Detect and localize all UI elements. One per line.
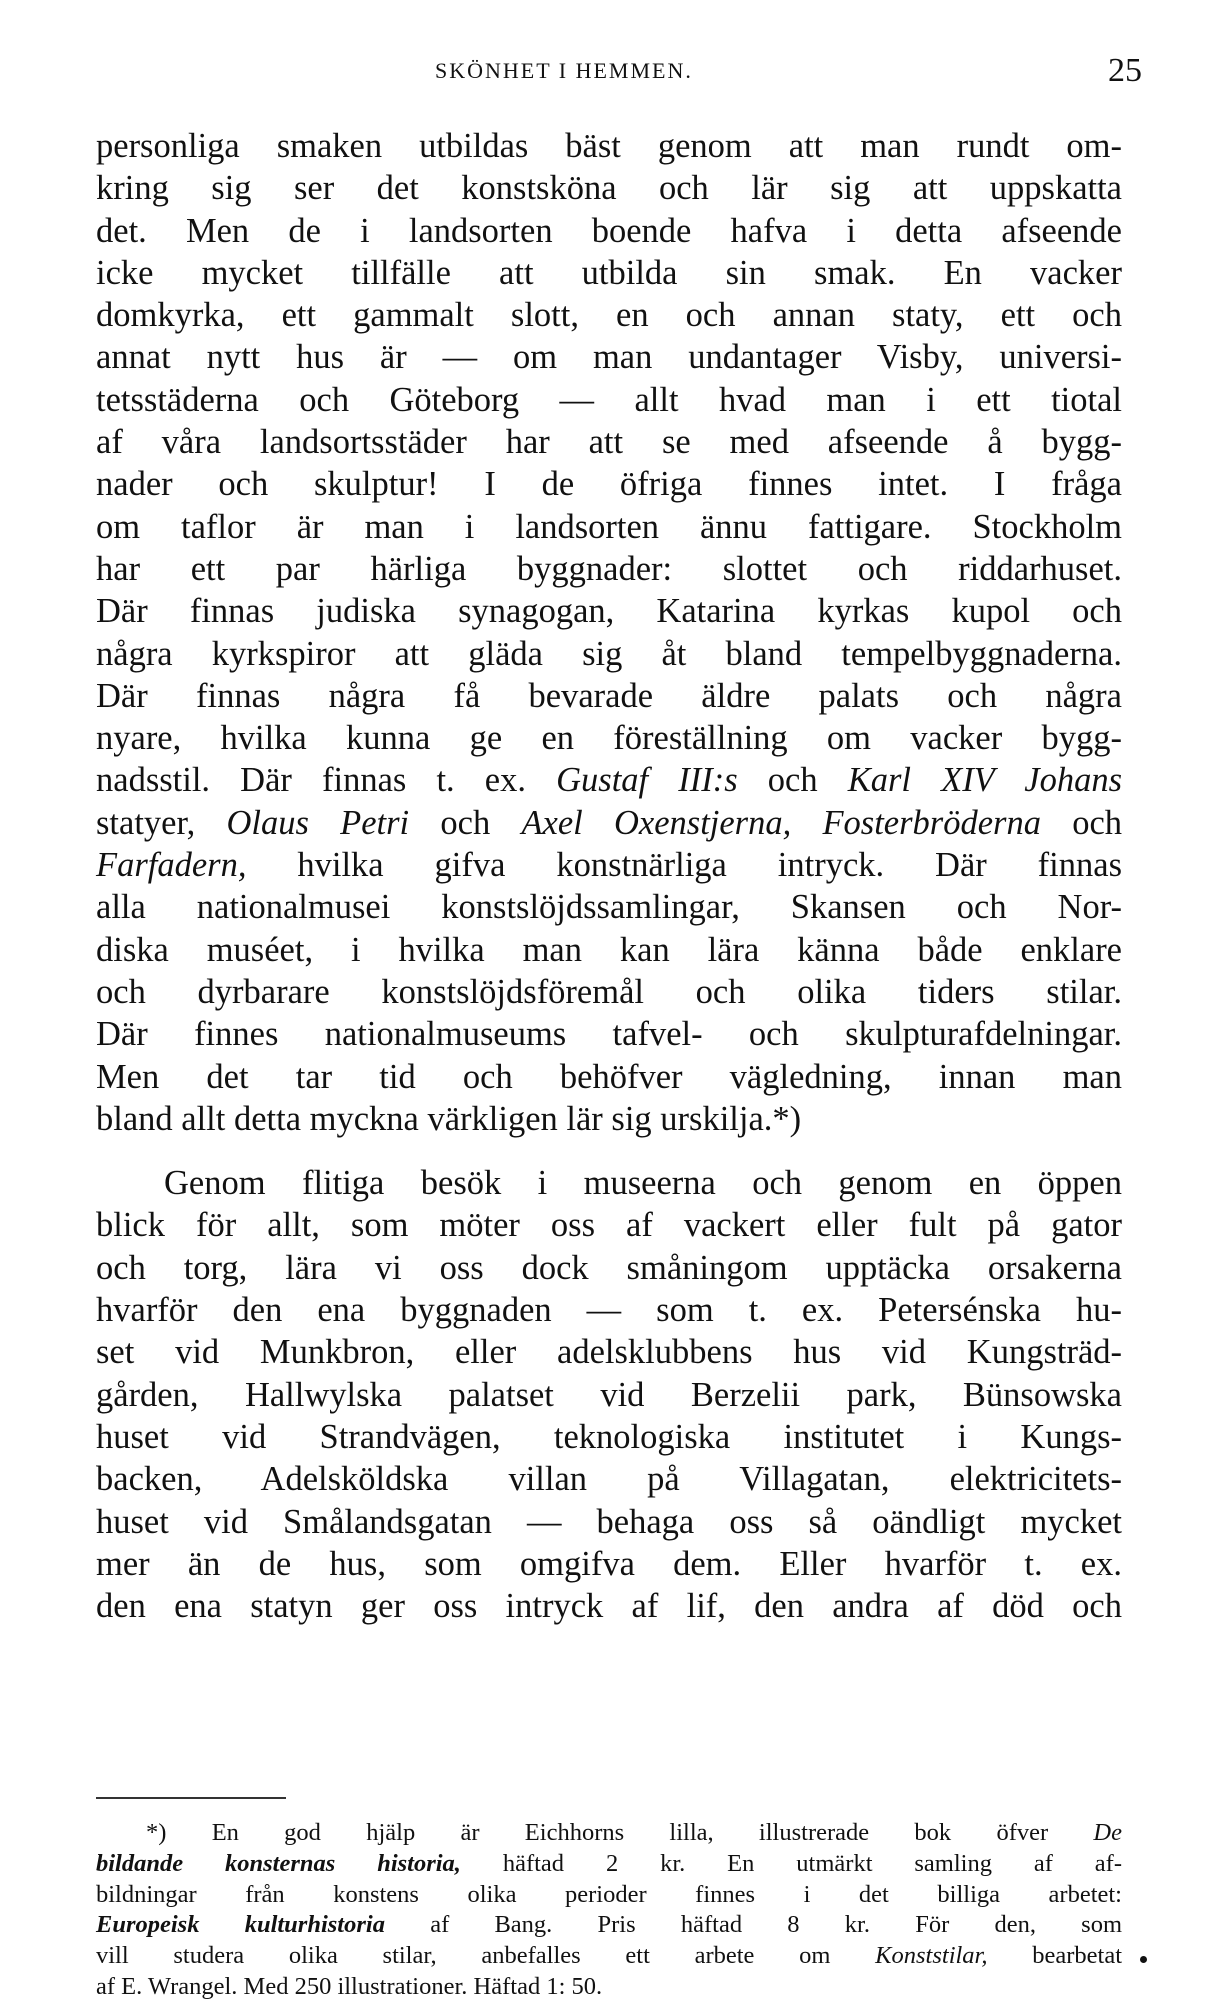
paragraph-2 [96,1162,1122,1627]
footnote-line [96,1849,1122,1880]
text-segment: häftad 2 kr. En utmärkt samling af af- [502,1849,1123,1877]
text-line: och dyrbarare konstslöjdsföremål och olika tiders stilar. [96,972,1122,1011]
text-line: alla nationalmusei konstslöjdssamlingar, Skansen och Nor- [96,888,1122,927]
text-segment: nadsstil. Där finnas t. ex. [96,761,526,800]
italic-title: Gustaf III:s [556,761,738,800]
text-line: Men det tar tid och behöfver vägledning, innan man [96,1057,1122,1096]
text-line [96,802,1122,844]
text-line: tetsstäderna och Göteborg — allt hvad man i ett tiotal [96,380,1122,419]
text-line [96,844,1122,886]
footnote [96,1818,1122,2003]
text-line: domkyrka, ett gammalt slott, en och annan staty, ett och [96,296,1122,335]
text-line: blick för allt, som möter oss af vackert eller fult på gator [96,1206,1122,1245]
text-line: set vid Munkbron, eller adelsklubbens hus vid Kungsträd- [96,1333,1122,1372]
text-line: icke mycket tillfälle att utbilda sin smak. En vacker [96,253,1122,292]
italic-title: De [1093,1819,1122,1846]
text-line: Där finnas några få bevarade äldre palats och några [96,676,1122,715]
footnote-line: af E. Wrangel. Med 250 illustrationer. Häftad 1: 50. [96,1972,603,2000]
text-segment: och [767,761,818,800]
text-segment: hvilka gifva konstnärliga intryck. Där finnas [297,846,1123,885]
text-line: nyare, hvilka kunna ge en föreställning om vacker bygg- [96,719,1122,758]
italic-title: Europeisk kulturhistoria [96,1911,385,1939]
text-line: om taflor är man i landsorten ännu fattigare. Stockholm [96,507,1122,546]
text-line: diska muséet, i hvilka man kan lära känna både enklare [96,930,1122,969]
text-segment: och [1072,803,1123,842]
text-line: nader och skulptur! I de öfriga finnes intet. I fråga [96,465,1122,504]
italic-title: Karl XIV Johans [847,761,1122,800]
text-line: annat nytt hus är — om man undantager Visby, universi- [96,338,1122,377]
text-line: Genom flitiga besök i museerna och genom en öppen [164,1164,1122,1203]
footnote-line: bildningar från konstens olika perioder finnes i det billiga arbetet: [96,1880,1122,1908]
text-line: Där finnes nationalmuseums tafvel- och skulpturafdelningar. [96,1015,1122,1054]
footnote-line [96,1941,1122,1972]
page-number: 25 [1108,52,1142,89]
text-line: gården, Hallwylska palatset vid Berzelii park, Bünsowska [96,1375,1122,1414]
text-segment: bearbetat [1032,1942,1123,1970]
text-line: Där finnas judiska synagogan, Katarina kyrkas kupol och [96,592,1122,631]
body-text [96,125,1122,1627]
text-line: den ena statyn ger oss intryck af lif, den andra af död och [96,1587,1122,1626]
text-line: några kyrkspiror att gläda sig åt bland tempelbyggnaderna. [96,634,1122,673]
print-mark-dot [1140,1956,1147,1963]
text-segment: och [440,803,491,842]
italic-title: Olaus Petri [226,803,410,842]
italic-title: Konststilar, [875,1942,988,1970]
text-line: huset vid Strandvägen, teknologiska institutet i Kungs- [96,1417,1122,1456]
running-head: SKÖNHET I HEMMEN. [435,58,693,83]
text-line: backen, Adelsköldska villan på Villagatan, elektricitets- [96,1460,1122,1499]
paragraph-1 [96,125,1122,1140]
text-line [96,759,1122,801]
footnote-line [96,1910,1122,1941]
text-line: huset vid Smålandsgatan — behaga oss så oändligt mycket [96,1502,1122,1541]
text-segment: af Bang. Pris häftad 8 kr. För den, som [430,1911,1123,1939]
text-line: af våra landsortsstäder har att se med afseende å bygg- [96,423,1122,462]
page-header [0,52,1218,92]
text-line: och torg, lära vi oss dock småningom upptäcka orsakerna [96,1248,1122,1287]
text-line: kring sig ser det konstsköna och lär sig att uppskatta [96,169,1122,208]
text-segment: statyer, [96,803,196,842]
text-line: personliga smaken utbildas bäst genom att man rundt om- [96,127,1122,165]
text-line: mer än de hus, som omgifva dem. Eller hvarför t. ex. [96,1544,1122,1583]
text-line: bland allt detta myckna värkligen lär sig urskilja.*) [96,1099,802,1138]
italic-title: Farfadern, [96,846,247,885]
text-line: har ett par härliga byggnader: slottet och riddarhuset. [96,549,1122,588]
text-segment: vill studera olika stilar, anbefalles ett arbete om [96,1942,831,1970]
text-line: hvarför den ena byggnaden — som t. ex. Petersénska hu- [96,1291,1122,1330]
text-line: det. Men de i landsorten boende hafva i detta afseende [96,211,1122,250]
footnote-line [96,1818,1122,1849]
italic-title: bildande konsternas historia, [96,1849,461,1877]
footnote-divider [96,1797,286,1799]
italic-title: Axel Oxenstjerna, Fosterbröderna [521,803,1041,842]
text-segment: *) En god hjälp är Eichhorns lilla, illustrerade bok öfver [146,1819,1049,1846]
